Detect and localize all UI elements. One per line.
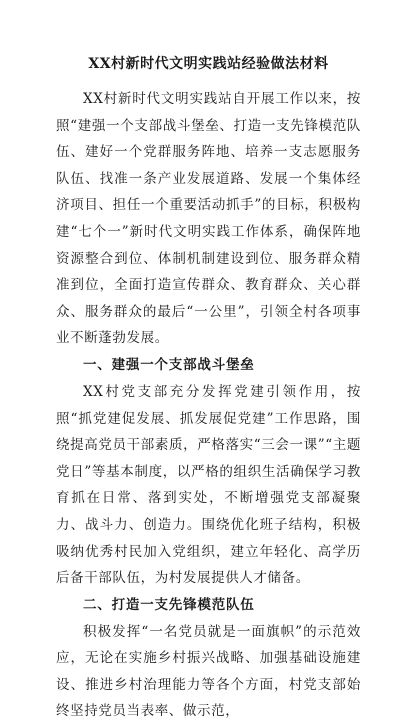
section-2-paragraph: 积极发挥“一名党员就是一面旗帜”的示范效应，无论在实施乡村振兴战略、加强基础设施建设、推进乡村治理能力等各个方面，村党支部始终坚持党员当表率、做示范， (56, 623, 361, 720)
section-1-paragraph: XX村党支部充分发挥党建引领作用，按照“抓党建促发展、抓发展促党建”工作思路，围绕提高党员干部素质，严格落实“三会一课”“主题党日”等基本制度，以严格的组织生活确保学习教育抓在日常、落到实处，不断增强党支部凝聚力、战斗力、创造力。围绕优化班子结构，积极吸纳优秀村民加入党组织，建立年轻化、高学历后备干部队伍，为村发展提供人才储备。 (56, 383, 361, 587)
document-title: XX村新时代文明实践站经验做法材料 (88, 56, 329, 72)
section-2-heading: 二、打造一支先锋模范队伍 (83, 596, 255, 613)
intro-paragraph: XX村新时代文明实践站自开展工作以来，按照“建强一个支部战斗堡垒、打造一支先锋模范队伍、建好一个党群服务阵地、培养一支志愿服务队伍、找准一条产业发展道路、发展一个集体经济项目、担任一个重要活动抓手”的目标，积极构建“七个一”新时代文明实践工作体系，确保阵地资源整合到位、体制机制建设到位、服务群众精准到位，全面打造宣传群众、教育群众、关心群众、服务群众的最后“一公里”，引领全村各项事业不断蓬勃发展。 (56, 91, 361, 347)
section-1-heading: 一、建强一个支部战斗堡垒 (83, 356, 255, 373)
